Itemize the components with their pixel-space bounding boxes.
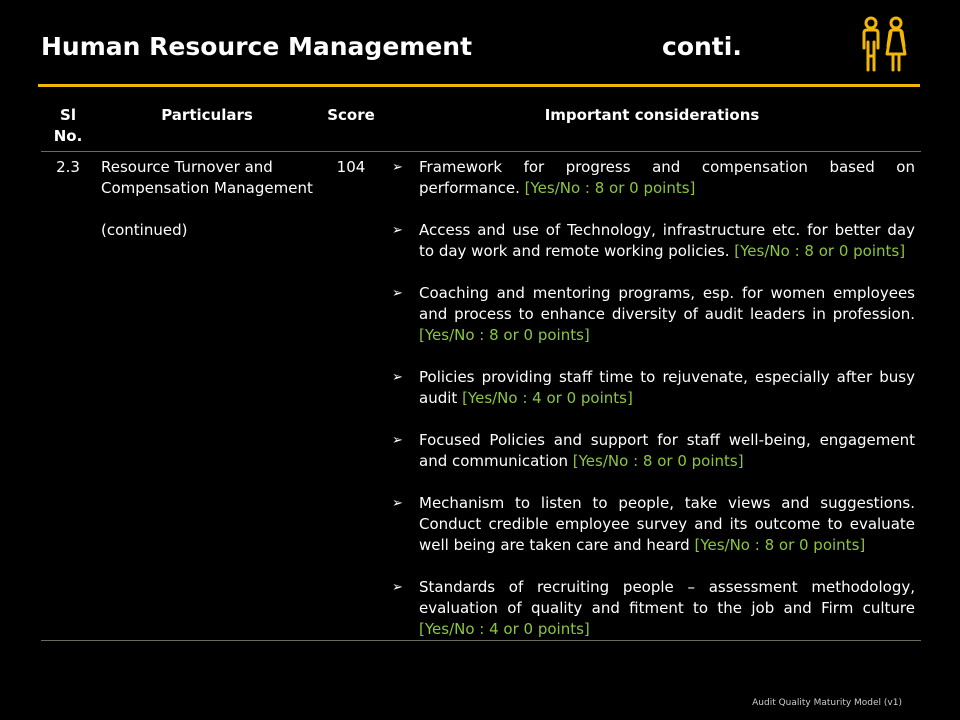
consideration-points: [Yes/No : 8 or 0 points] [734,242,906,260]
consideration-text: Focused Policies and support for staff well-being, engagement and communication [419,431,915,470]
consideration-points: [Yes/No : 8 or 0 points] [694,536,866,554]
title-divider [38,84,920,87]
header-score: Score [319,100,383,152]
header-particulars: Particulars [95,100,319,152]
particulars-text: Resource Turnover and Compensation Management [101,158,313,197]
list-item [389,430,915,472]
slide-title: Human Resource Management [41,32,473,61]
slide-title-suffix: conti. [662,32,742,61]
consideration-text: Access and use of Technology, infrastructure etc. for better day to day work and remote working policies. [419,221,915,260]
consideration-points: [Yes/No : 8 or 0 points] [419,326,590,344]
list-item [389,220,915,262]
people-icon [858,16,910,74]
arrow-bullet-icon: ➢ [392,580,403,595]
consideration-points: [Yes/No : 4 or 0 points] [462,389,633,407]
considerations-list [389,157,915,640]
consideration-text: Policies providing staff time to rejuvenate, especially after busy audit [419,368,915,407]
arrow-bullet-icon: ➢ [392,496,403,511]
list-item [389,577,915,640]
cell-score: 104 [319,152,383,641]
hr-table [41,100,921,641]
header-sl-no: Sl No. [41,100,95,152]
particulars-note: (continued) [101,221,188,239]
consideration-points: [Yes/No : 8 or 0 points] [572,452,744,470]
table-header-row [41,100,921,152]
consideration-points: [Yes/No : 8 or 0 points] [524,179,696,197]
consideration-text: Standards of recruiting people – assessment methodology, evaluation of quality and fitment to the job and Firm culture [419,578,915,617]
consideration-text: Mechanism to listen to people, take views and suggestions. Conduct credible employee survey and its outcome to evaluate well being are taken care and heard [419,494,915,554]
arrow-bullet-icon: ➢ [392,433,403,448]
list-item [389,367,915,409]
list-item [389,493,915,556]
arrow-bullet-icon: ➢ [392,286,403,301]
list-item [389,283,915,346]
arrow-bullet-icon: ➢ [392,370,403,385]
cell-sl-no: 2.3 [41,152,95,641]
cell-particulars [95,152,319,641]
table-row [41,152,921,641]
header-considerations: Important considerations [383,100,921,152]
footer-text: Audit Quality Maturity Model (v1) [752,698,902,708]
arrow-bullet-icon: ➢ [392,160,403,175]
consideration-points: [Yes/No : 4 or 0 points] [419,620,590,638]
list-item [389,157,915,199]
cell-considerations [383,152,921,641]
consideration-text: Coaching and mentoring programs, esp. for women employees and process to enhance diversity of audit leaders in profession. [419,284,915,323]
arrow-bullet-icon: ➢ [392,223,403,238]
consideration-text: Framework for progress and compensation based on performance. [419,158,915,197]
